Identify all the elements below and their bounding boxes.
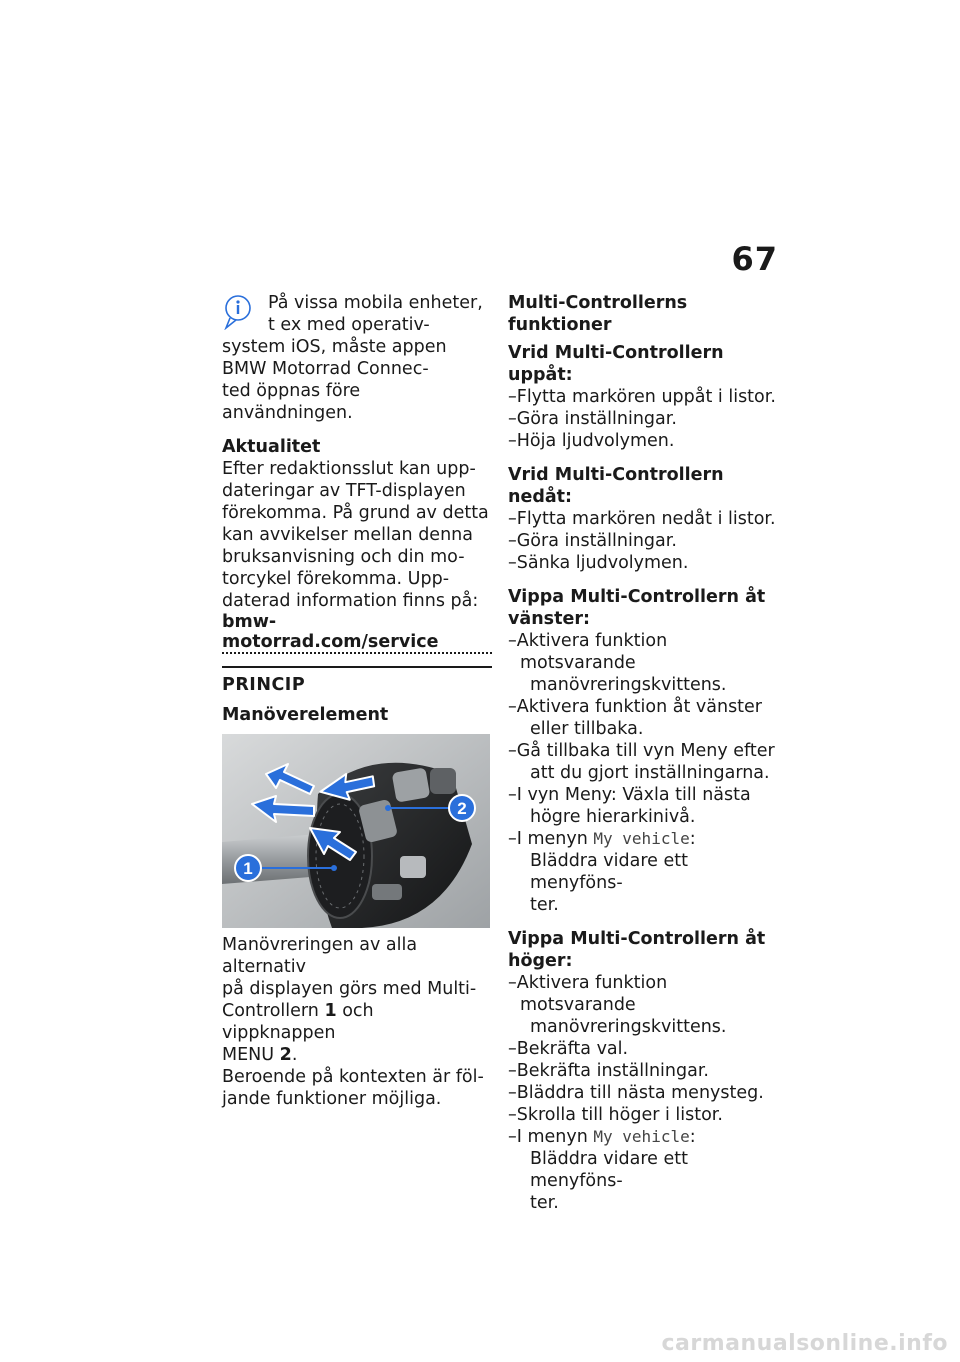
tilt-right-heading: Vippa Multi-Controllern åt bbox=[508, 929, 766, 949]
list-item: –Göra inställningar. bbox=[508, 409, 677, 429]
menu-code: My vehicle bbox=[593, 829, 690, 848]
aktualitet-line: bruksanvisning och din mo- bbox=[222, 547, 465, 567]
note-line: t ex med operativ- bbox=[268, 315, 430, 335]
list-item: –Aktivera funktion åt vänster eller tillbaka. bbox=[508, 697, 763, 739]
caption-line: på displayen görs med Multi- bbox=[222, 979, 477, 999]
caption-line: Manövreringen av alla alternativ bbox=[222, 935, 418, 977]
list-item: –Höja ljudvolymen. bbox=[508, 431, 675, 451]
caption-ref-2: 2 bbox=[279, 1045, 292, 1065]
context-line: Beroende på kontexten är föl- bbox=[222, 1067, 484, 1087]
rotate-down-heading: Vrid Multi-Controllern nedåt: bbox=[508, 465, 724, 507]
callout-1-label: 1 bbox=[243, 859, 253, 878]
section-divider bbox=[222, 666, 492, 668]
list-item: –Aktivera funktion motsvarande manövreringskvittens. bbox=[508, 631, 727, 695]
handlebar-controls-illustration bbox=[222, 734, 490, 928]
caption-text: MENU bbox=[222, 1045, 280, 1065]
caption-line bbox=[222, 1044, 492, 1066]
caption-ref-1: 1 bbox=[324, 1001, 337, 1021]
list-item: –Göra inställningar. bbox=[508, 531, 677, 551]
caption-text: och vippknappen bbox=[222, 1001, 374, 1043]
list-item: –I menyn My vehicle: Bläddra vidare ett menyföns- ter. bbox=[508, 829, 696, 915]
rotate-down-list bbox=[508, 508, 778, 574]
caption-text: Controllern bbox=[222, 1001, 325, 1021]
note-line: ted öppnas före användningen. bbox=[222, 381, 361, 423]
aktualitet-line: Efter redaktionsslut kan upp- bbox=[222, 459, 476, 479]
caption-line bbox=[222, 1000, 492, 1044]
rotate-up-heading: Vrid Multi-Controllern uppåt: bbox=[508, 343, 724, 385]
right-column bbox=[508, 292, 778, 1214]
section-title: PRINCIP bbox=[222, 675, 306, 695]
list-item: –Flytta markören nedåt i listor. bbox=[508, 509, 776, 529]
functions-title: Multi-Controllerns funktioner bbox=[508, 293, 688, 335]
aktualitet-heading: Aktualitet bbox=[222, 437, 321, 457]
callout-2-label: 2 bbox=[457, 799, 467, 818]
note-line: system iOS, måste appen bbox=[222, 337, 447, 357]
aktualitet-line: kan avvikelser mellan denna bbox=[222, 525, 473, 545]
caption-text: . bbox=[291, 1045, 298, 1065]
list-item: –Bekräfta inställningar. bbox=[508, 1061, 709, 1081]
list-item: –Bläddra till nästa menysteg. bbox=[508, 1083, 764, 1103]
info-icon bbox=[224, 294, 252, 330]
aktualitet-line: förekomma. På grund av detta bbox=[222, 503, 489, 523]
tilt-right-list bbox=[508, 972, 778, 1214]
aktualitet-line: torcykel förekomma. Upp- bbox=[222, 569, 450, 589]
tilt-right-heading: höger: bbox=[508, 951, 573, 971]
list-item: –Bekräfta val. bbox=[508, 1039, 629, 1059]
list-item: –I vyn Meny: Växla till nästa högre hierarkinivå. bbox=[508, 785, 751, 827]
list-item: –I menyn My vehicle: Bläddra vidare ett menyföns- ter. bbox=[508, 1127, 696, 1213]
list-item: –Flytta markören uppåt i listor. bbox=[508, 387, 776, 407]
tilt-left-list bbox=[508, 630, 778, 916]
context-line: jande funktioner möjliga. bbox=[222, 1089, 442, 1109]
tilt-left-heading: vänster: bbox=[508, 609, 590, 629]
aktualitet-line: dateringar av TFT-displayen bbox=[222, 481, 466, 501]
note-line: BMW Motorrad Connec- bbox=[222, 359, 429, 379]
subheading: Manöverelement bbox=[222, 705, 389, 725]
aktualitet-line: daterad information finns på: bbox=[222, 591, 479, 611]
rotate-up-list bbox=[508, 386, 778, 452]
menu-code: My vehicle bbox=[593, 1127, 690, 1146]
list-item: –Aktivera funktion motsvarande manövreringskvittens. bbox=[508, 973, 727, 1037]
note-line: På vissa mobila enheter, bbox=[268, 293, 483, 313]
list-item: –Gå tillbaka till vyn Meny efter att du gjort inställningarna. bbox=[508, 741, 775, 783]
info-note bbox=[222, 292, 492, 424]
service-link[interactable]: bmw-motorrad.com/service bbox=[222, 612, 492, 654]
left-column bbox=[222, 292, 492, 1110]
list-item: –Skrolla till höger i listor. bbox=[508, 1105, 723, 1125]
list-item: –Sänka ljudvolymen. bbox=[508, 553, 689, 573]
tilt-left-heading: Vippa Multi-Controllern åt bbox=[508, 587, 766, 607]
page-number: 67 bbox=[731, 240, 778, 278]
watermark: carmanualsonline.info bbox=[661, 1331, 948, 1356]
